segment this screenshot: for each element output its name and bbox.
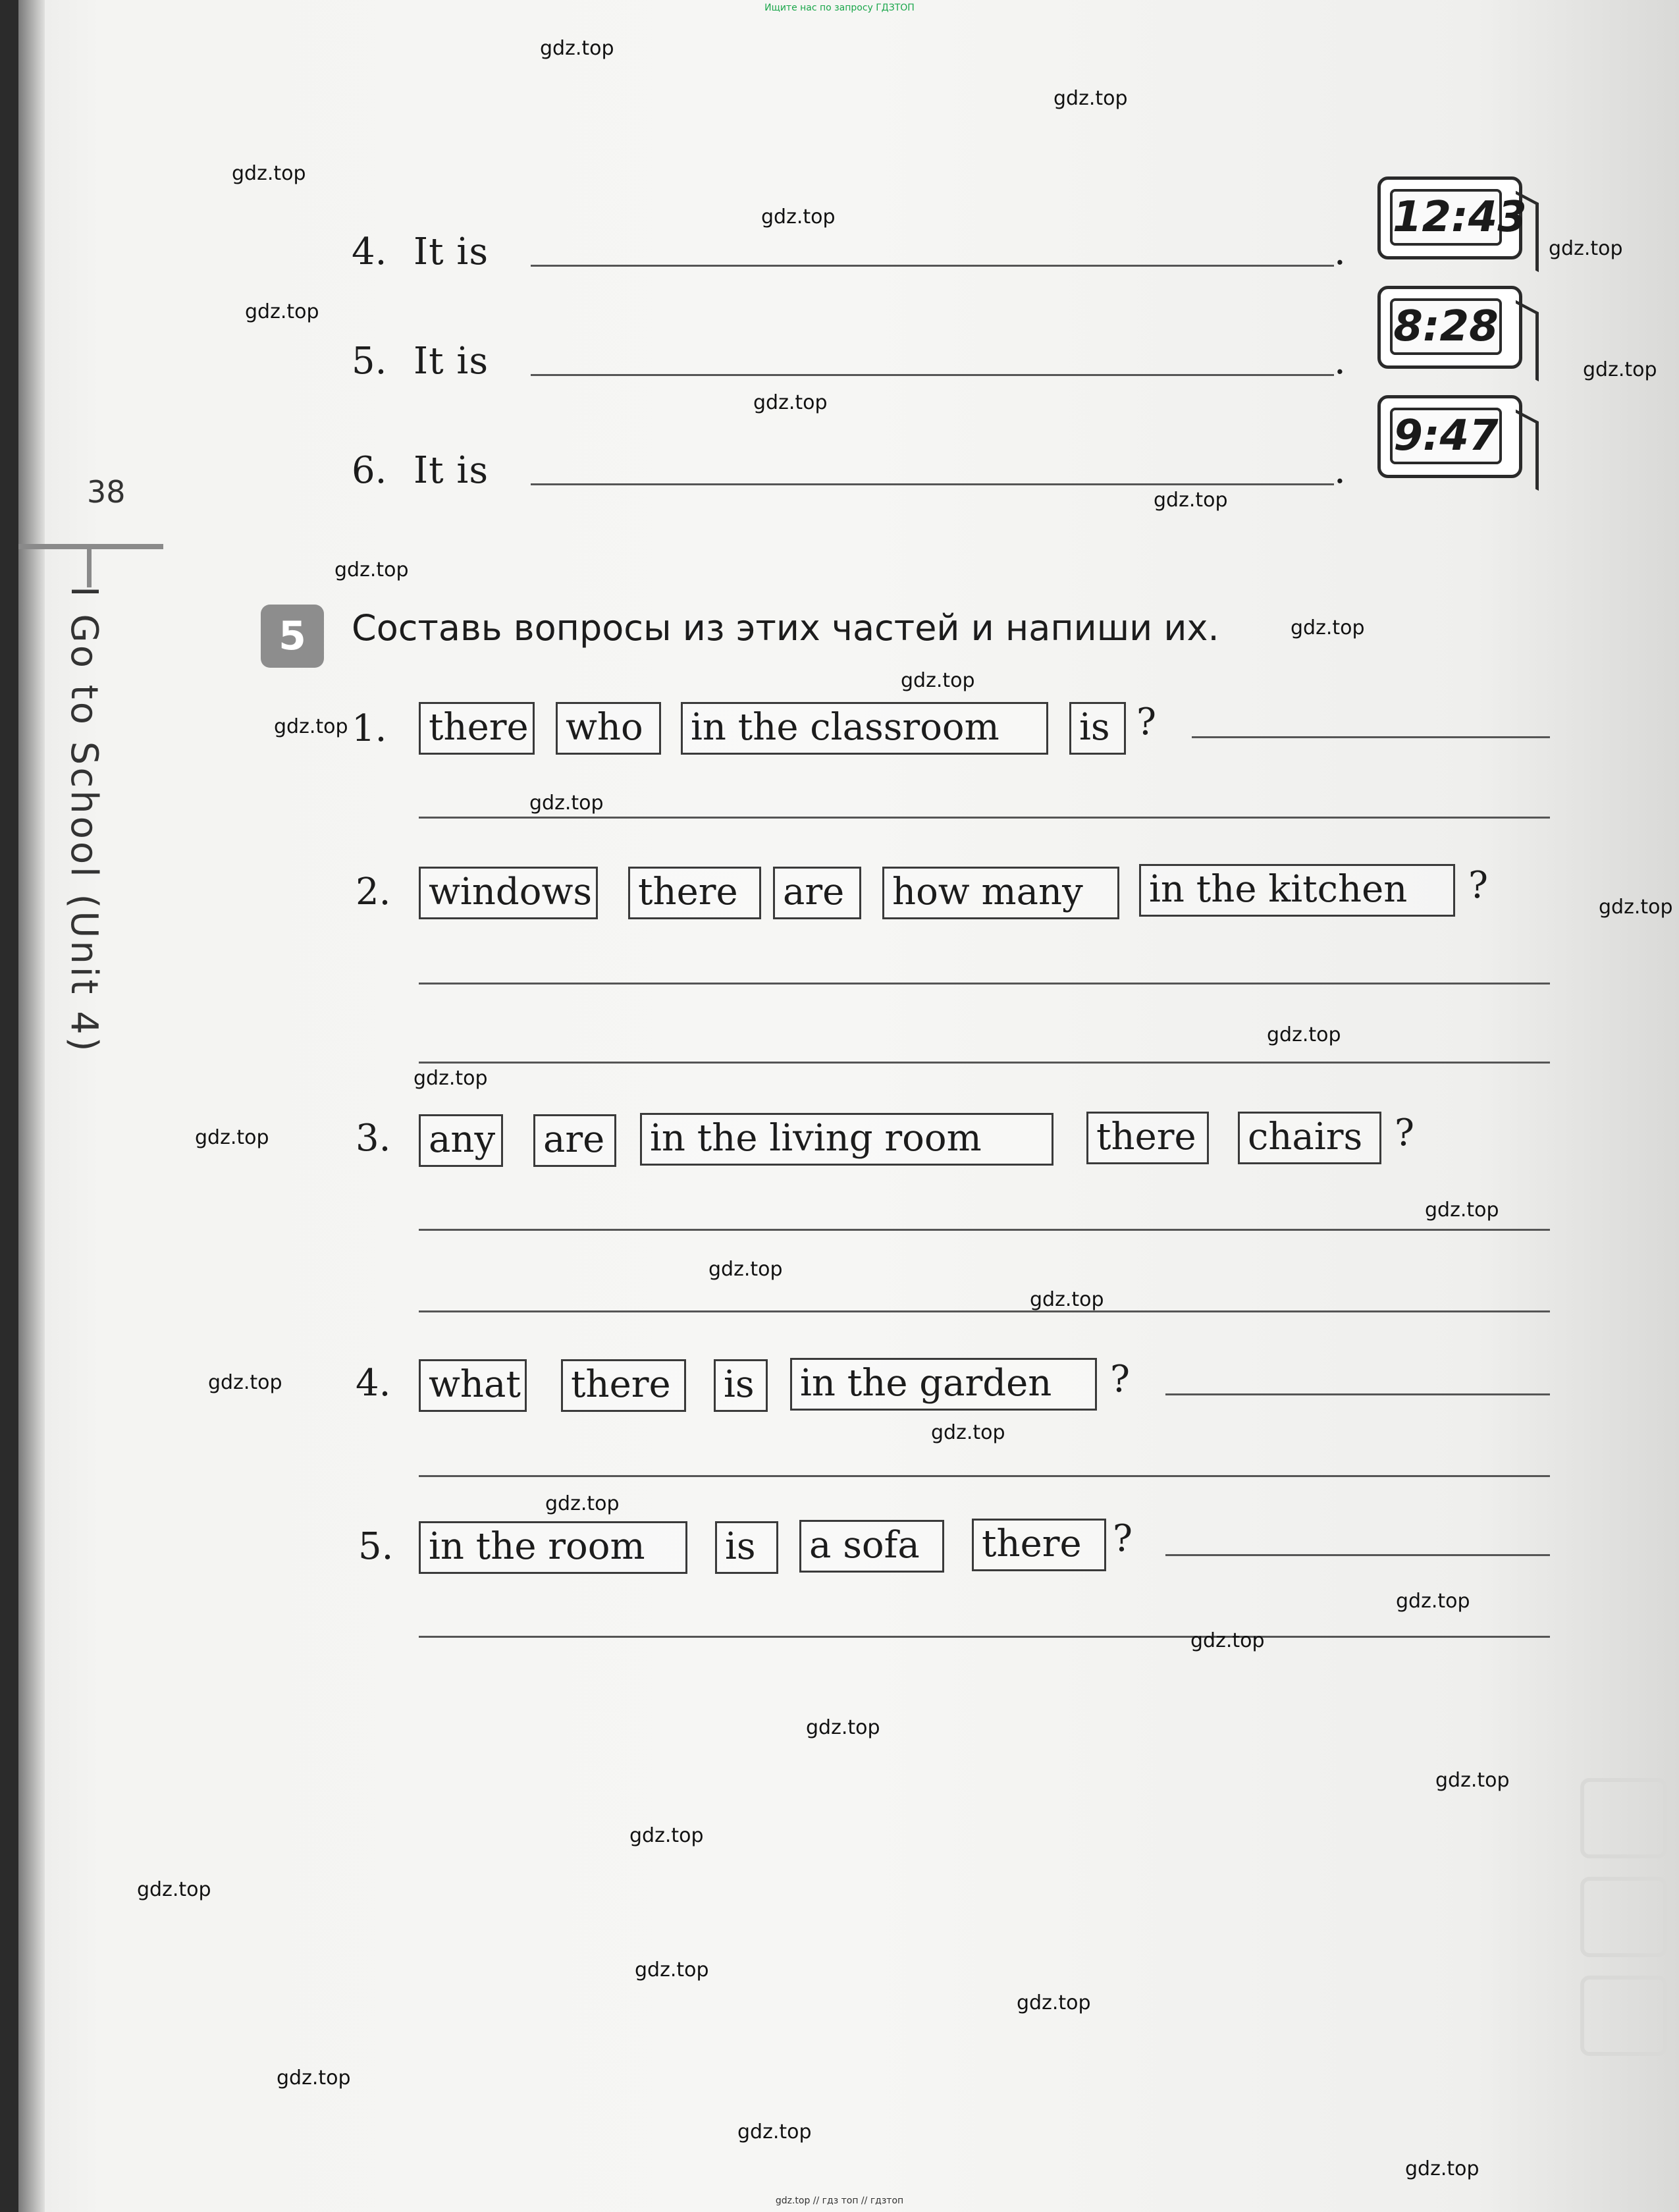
book-binding <box>0 0 18 2212</box>
question-number: 5. <box>358 1525 394 1568</box>
book-binding-shadow <box>18 0 45 2212</box>
row-prompt: It is <box>413 449 489 492</box>
watermark: gdz.top <box>540 37 614 60</box>
word-card: who <box>556 702 661 755</box>
question-mark: ? <box>1110 1358 1131 1401</box>
watermark: gdz.top <box>806 1716 880 1739</box>
word-card: in the garden <box>790 1358 1097 1411</box>
watermark: gdz.top <box>245 300 319 323</box>
bottom-note: gdz.top // гдз топ // гдзтоп <box>775 2196 904 2206</box>
question-number: 2. <box>356 871 391 913</box>
watermark: gdz.top <box>277 2066 351 2090</box>
watermark: gdz.top <box>1396 1590 1470 1613</box>
watermark: gdz.top <box>635 1958 709 1982</box>
word-card: in the living room <box>640 1113 1053 1166</box>
word-card: chairs <box>1238 1112 1381 1164</box>
word-card: is <box>1069 702 1126 755</box>
question-mark: ? <box>1136 701 1157 743</box>
task-number-badge: 5 <box>261 605 324 668</box>
bleed-through-clock-shape <box>1580 1778 1667 1858</box>
word-card: is <box>715 1521 778 1574</box>
word-card: are <box>533 1114 616 1167</box>
watermark: gdz.top <box>629 1824 704 1847</box>
question-number: 3. <box>356 1117 391 1160</box>
answer-line[interactable] <box>419 1062 1550 1064</box>
watermark: gdz.top <box>274 715 348 738</box>
watermark: gdz.top <box>753 391 828 414</box>
clock-stand <box>1516 410 1539 491</box>
clock-stand <box>1516 300 1539 382</box>
side-title <box>46 586 112 1166</box>
answer-line[interactable] <box>1192 736 1550 738</box>
answer-line[interactable] <box>1165 1393 1550 1395</box>
clock-time: 12:43 <box>1390 189 1502 246</box>
answer-line[interactable] <box>419 983 1550 985</box>
watermark: gdz.top <box>708 1258 783 1281</box>
watermark: gdz.top <box>1053 87 1128 110</box>
watermark: gdz.top <box>1030 1288 1104 1311</box>
answer-line[interactable] <box>419 1475 1550 1477</box>
answer-line[interactable] <box>419 1229 1550 1231</box>
clock-stand <box>1516 191 1539 273</box>
watermark: gdz.top <box>737 2120 812 2144</box>
question-mark: ? <box>1395 1112 1415 1154</box>
question-number: 1. <box>352 707 387 750</box>
top-note: Ищите нас по запросу ГДЗТОП <box>764 3 915 13</box>
bleed-through-clock-shape <box>1580 1877 1667 1957</box>
answer-line[interactable] <box>531 483 1334 485</box>
clock-icon <box>1377 395 1522 478</box>
period: . <box>1334 230 1346 273</box>
row-number: 5. <box>352 340 387 383</box>
watermark: gdz.top <box>1267 1023 1341 1046</box>
clock-icon <box>1377 286 1522 369</box>
answer-line[interactable] <box>531 265 1334 267</box>
clock-icon <box>1377 176 1527 259</box>
task-instruction: Составь вопросы из этих частей и напиши их. <box>352 607 1219 649</box>
watermark: gdz.top <box>931 1421 1005 1444</box>
word-card: there <box>972 1519 1106 1571</box>
answer-line[interactable] <box>419 1310 1550 1312</box>
watermark: gdz.top <box>195 1126 269 1149</box>
word-card: in the classroom <box>681 702 1048 755</box>
question-mark: ? <box>1468 864 1489 907</box>
bleed-through-clock-shape <box>1580 1976 1667 2056</box>
answer-line[interactable] <box>419 1636 1550 1638</box>
watermark: gdz.top <box>1425 1199 1499 1222</box>
watermark: gdz.top <box>1017 1991 1091 2014</box>
row-number: 6. <box>352 449 387 492</box>
row-prompt: It is <box>413 340 489 383</box>
watermark: gdz.top <box>334 558 409 581</box>
watermark: gdz.top <box>1190 1629 1265 1652</box>
side-rule <box>87 544 92 587</box>
question-mark: ? <box>1113 1517 1133 1560</box>
watermark: gdz.top <box>1549 237 1623 260</box>
watermark: gdz.top <box>137 1878 211 1901</box>
row-number: 4. <box>352 230 387 273</box>
answer-line[interactable] <box>1165 1554 1550 1556</box>
period: . <box>1334 340 1346 383</box>
watermark: gdz.top <box>1154 489 1228 512</box>
watermark: gdz.top <box>1583 358 1657 381</box>
word-card: there <box>1086 1112 1209 1164</box>
word-card: is <box>714 1359 768 1412</box>
question-number: 4. <box>356 1362 391 1405</box>
watermark: gdz.top <box>413 1067 488 1090</box>
word-card: any <box>419 1114 503 1167</box>
page-number: 38 <box>87 474 126 510</box>
watermark: gdz.top <box>1599 896 1673 919</box>
word-card: windows <box>419 867 598 919</box>
word-card: in the room <box>419 1521 687 1574</box>
watermark: gdz.top <box>1405 2157 1479 2180</box>
word-card: are <box>773 867 861 919</box>
watermark: gdz.top <box>1291 616 1365 639</box>
watermark: gdz.top <box>545 1492 620 1515</box>
clock-time: 8:28 <box>1390 298 1502 355</box>
period: . <box>1334 449 1346 492</box>
side-title-text: I Go to School (Unit 4) <box>63 586 105 1054</box>
watermark: gdz.top <box>761 205 836 229</box>
word-card: a sofa <box>799 1520 944 1573</box>
watermark: gdz.top <box>208 1371 282 1394</box>
word-card: there <box>561 1359 686 1412</box>
watermark: gdz.top <box>901 669 975 692</box>
watermark: gdz.top <box>232 162 306 185</box>
watermark: gdz.top <box>1435 1769 1510 1792</box>
answer-line[interactable] <box>419 817 1550 819</box>
watermark: gdz.top <box>529 792 604 815</box>
word-card: what <box>419 1359 527 1412</box>
answer-line[interactable] <box>531 374 1334 376</box>
word-card: how many <box>882 867 1119 919</box>
word-card: in the kitchen <box>1139 864 1455 917</box>
word-card: there <box>628 867 761 919</box>
word-card: there <box>419 702 535 755</box>
row-prompt: It is <box>413 230 489 273</box>
clock-time: 9:47 <box>1390 408 1502 464</box>
